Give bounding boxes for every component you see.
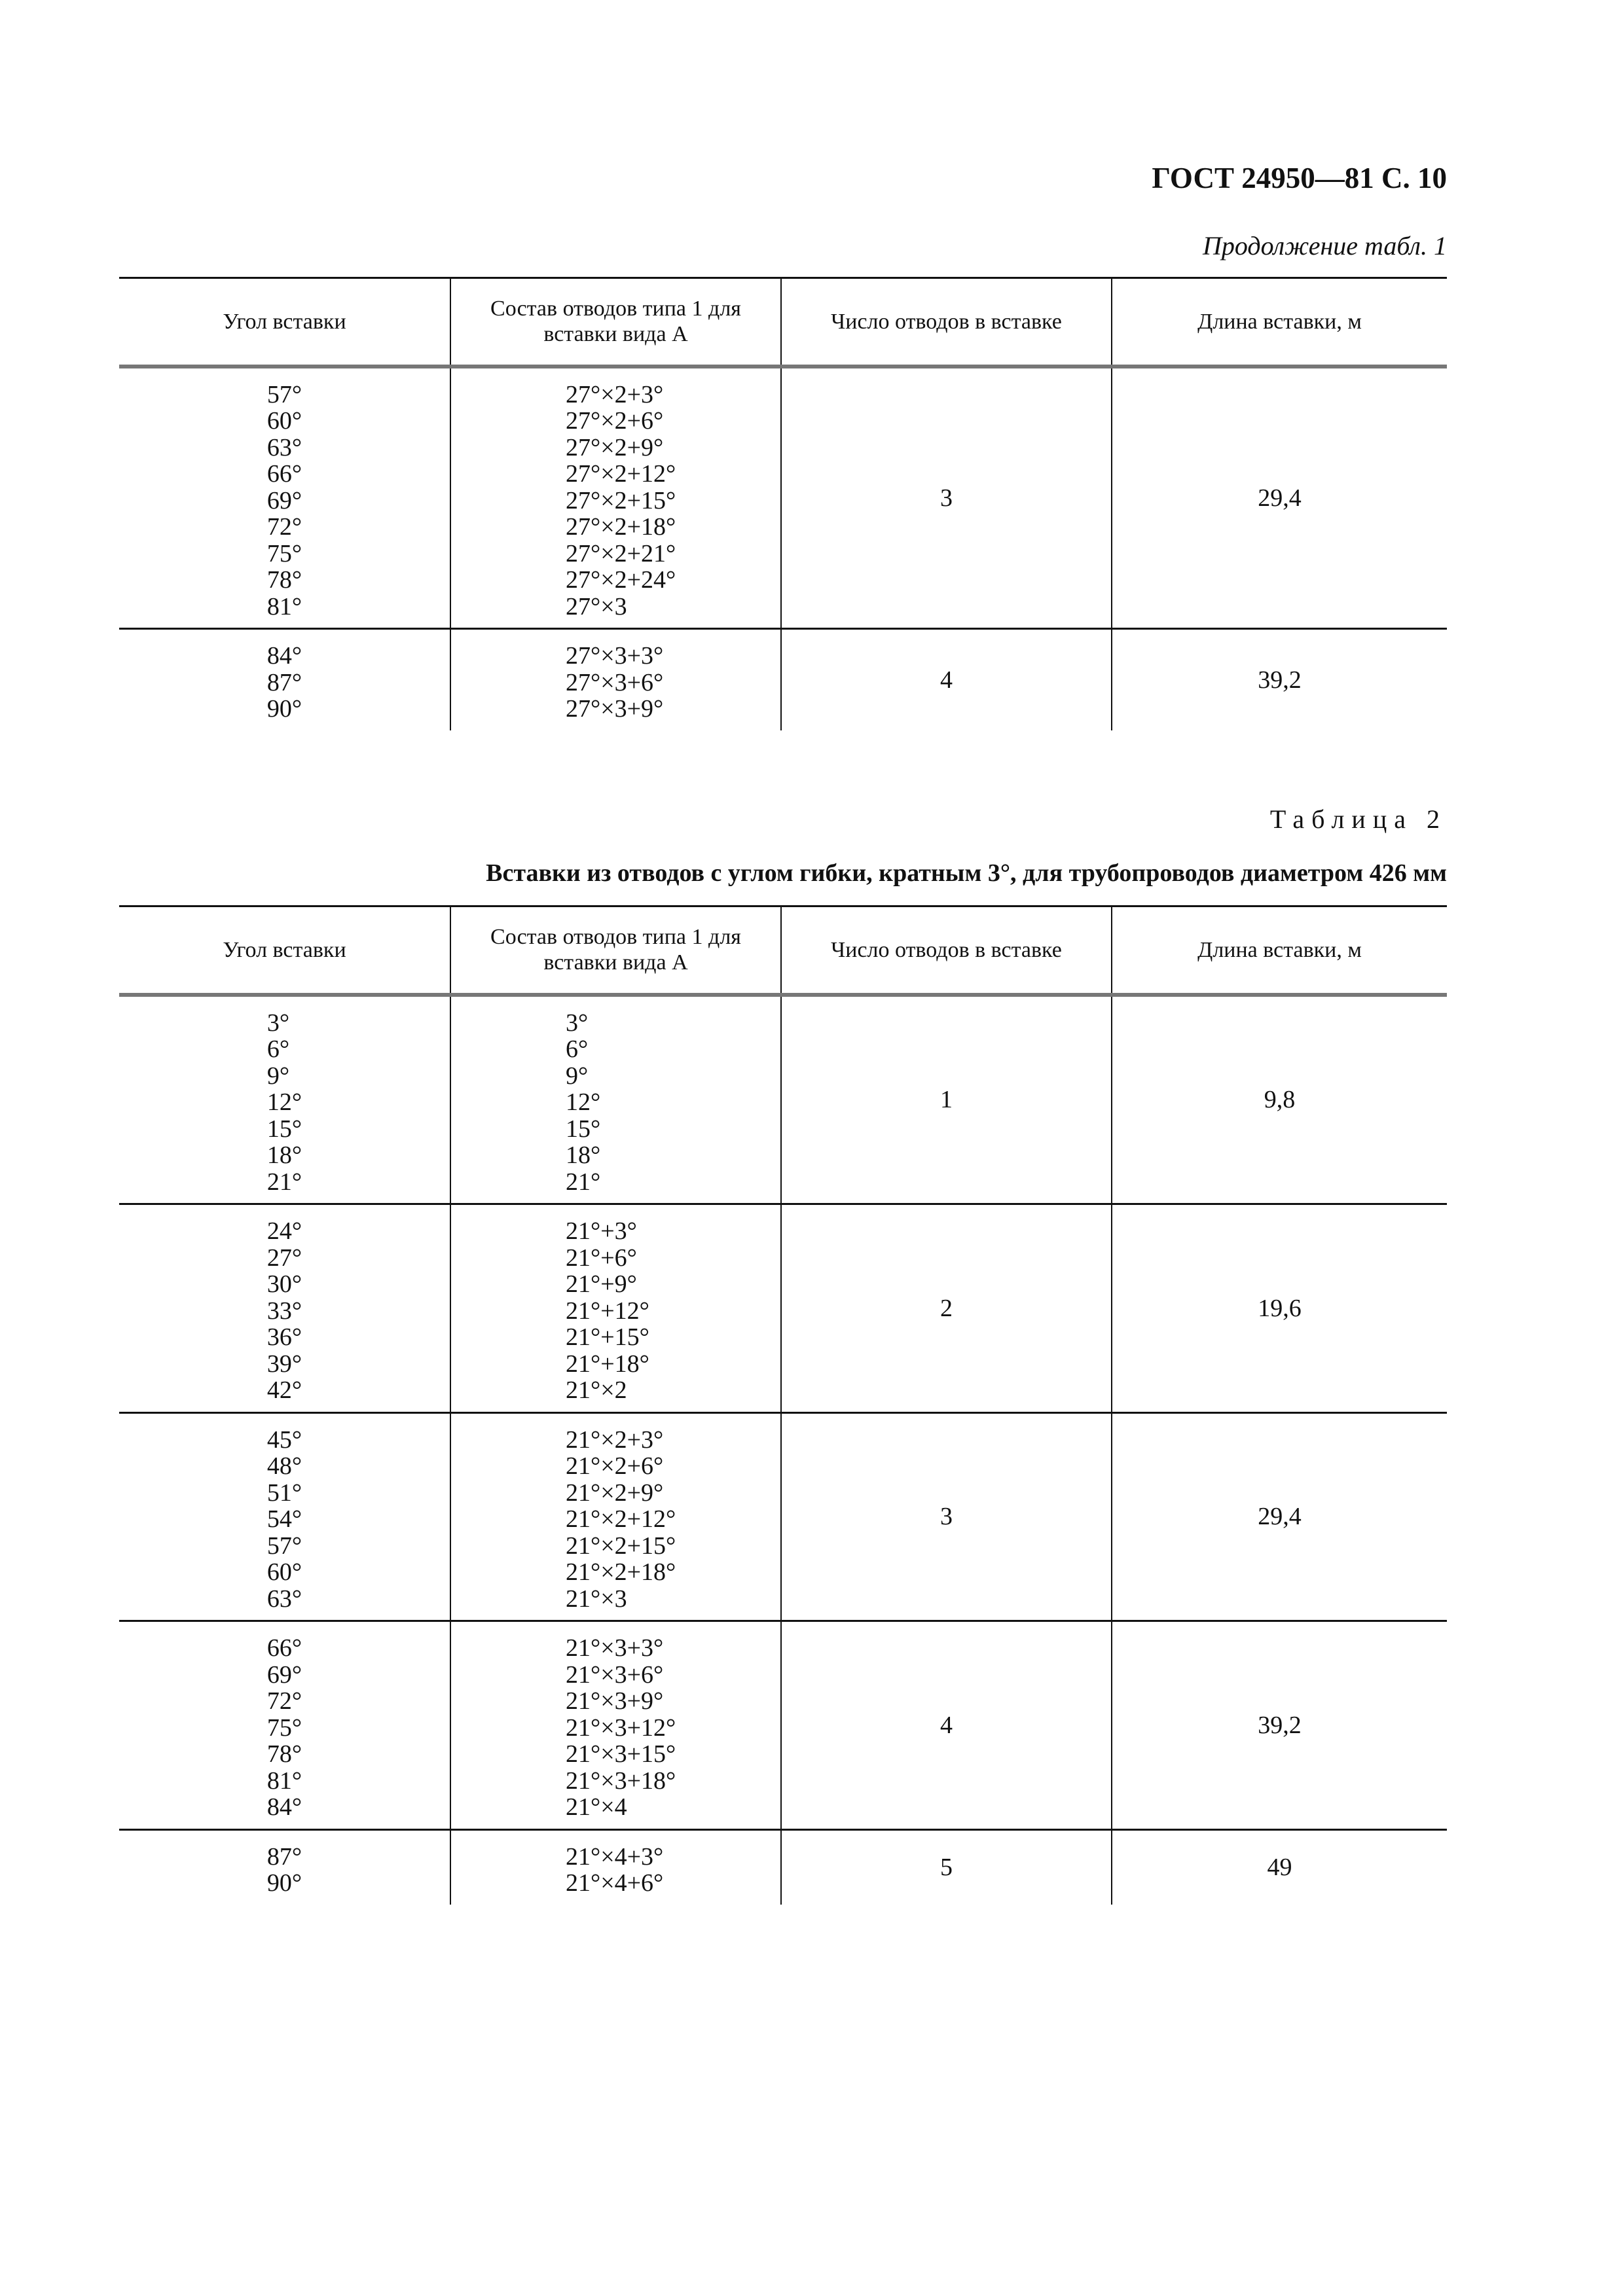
angle-cell-value: 3° <box>266 1009 290 1037</box>
composition-cell-value: 21°+12° <box>566 1297 649 1325</box>
composition-cell <box>450 1621 781 1830</box>
table-row <box>119 995 1447 1204</box>
angle-cell <box>119 367 450 629</box>
table-row <box>119 367 1447 629</box>
angle-cell-value: 66° <box>266 460 302 488</box>
table-row <box>119 629 1447 730</box>
angle-cell-value: 33° <box>266 1297 302 1325</box>
angle-cell-value: 36° <box>266 1323 302 1351</box>
composition-cell-value: 21°×2+12° <box>566 1505 676 1533</box>
angle-cell-value: 51° <box>266 1479 302 1507</box>
composition-cell-value: 27°×2+12° <box>566 460 676 488</box>
composition-cell-value: 21°×3+18° <box>566 1767 676 1795</box>
angle-cell-value: 18° <box>266 1141 302 1169</box>
length-cell: 29,4 <box>1112 1412 1447 1621</box>
angle-cell-value: 75° <box>266 1713 302 1742</box>
table-caption: Вставки из отводов с углом гибки, кратным 3°, для трубопроводов диаметром 426 мм <box>486 859 1447 887</box>
composition-cell-value: 21°+18° <box>566 1350 649 1378</box>
angle-cell <box>119 1829 450 1905</box>
angle-cell-value: 39° <box>266 1350 302 1378</box>
composition-cell-value: 21°×2+15° <box>566 1532 676 1560</box>
column-header-length: Длина вставки, м <box>1112 906 1447 995</box>
length-cell: 19,6 <box>1112 1204 1447 1413</box>
angle-cell-value: 21° <box>266 1168 302 1196</box>
composition-cell-value: 21°×2+3° <box>566 1426 664 1454</box>
composition-cell-value: 9° <box>566 1062 589 1090</box>
angle-cell-value: 63° <box>266 1585 302 1613</box>
composition-cell-value: 18° <box>566 1141 601 1169</box>
composition-cell-value: 12° <box>566 1088 601 1116</box>
angle-cell-value: 78° <box>266 1740 302 1768</box>
length-cell: 39,2 <box>1112 1621 1447 1830</box>
composition-cell-value: 27°×2+3° <box>566 380 664 408</box>
angle-cell-value: 87° <box>266 1842 302 1871</box>
angle-cell-value: 27° <box>266 1244 302 1272</box>
angle-cell-value: 30° <box>266 1270 302 1298</box>
column-header-angle: Угол вставки <box>119 906 450 995</box>
column-header-composition: Состав отводов типа 1 для вставки вида А <box>450 278 781 367</box>
angle-cell <box>119 1621 450 1830</box>
composition-cell-value: 21° <box>566 1168 601 1196</box>
table-continuation-note: Продолжение табл. 1 <box>1202 231 1447 260</box>
column-header-count: Число отводов в вставке <box>781 278 1112 367</box>
composition-cell <box>450 629 781 730</box>
composition-cell-value: 21°×2+18° <box>566 1558 676 1586</box>
composition-cell-value: 21°×4 <box>566 1793 627 1821</box>
angle-cell-value: 57° <box>266 380 302 408</box>
angle-cell-value: 81° <box>266 592 302 620</box>
count-cell: 3 <box>781 1412 1112 1621</box>
angle-cell-value: 42° <box>266 1376 302 1404</box>
composition-cell-value: 21°+9° <box>566 1270 637 1298</box>
angle-cell <box>119 995 450 1204</box>
composition-cell-value: 15° <box>566 1115 601 1143</box>
angle-cell-value: 57° <box>266 1532 302 1560</box>
composition-cell <box>450 1204 781 1413</box>
angle-cell <box>119 1412 450 1621</box>
composition-cell-value: 21°×3+15° <box>566 1740 676 1768</box>
angle-cell-value: 12° <box>266 1088 302 1116</box>
column-header-composition: Состав отводов типа 1 для вставки вида А <box>450 906 781 995</box>
angle-cell-value: 6° <box>266 1035 290 1063</box>
composition-cell <box>450 367 781 629</box>
composition-cell-value: 21°×3 <box>566 1585 627 1613</box>
table-label: Таблица 2 <box>1269 804 1447 834</box>
composition-cell-value: 27°×3+9° <box>566 695 664 723</box>
angle-cell-value: 48° <box>266 1452 302 1480</box>
angle-cell <box>119 629 450 730</box>
angle-cell-value: 54° <box>266 1505 302 1533</box>
composition-cell-value: 27°×2+24° <box>566 566 676 594</box>
length-cell: 9,8 <box>1112 995 1447 1204</box>
composition-cell <box>450 1412 781 1621</box>
table-header-row <box>119 906 1447 995</box>
angle-cell-value: 87° <box>266 668 302 696</box>
angle-cell-value: 69° <box>266 486 302 514</box>
count-cell: 3 <box>781 367 1112 629</box>
composition-cell-value: 27°×2+18° <box>566 513 676 541</box>
angle-cell-value: 66° <box>266 1634 302 1662</box>
angle-cell-value: 84° <box>266 642 302 670</box>
angle-cell-value: 9° <box>266 1062 290 1090</box>
composition-cell-value: 21°+15° <box>566 1323 649 1351</box>
count-cell: 4 <box>781 1621 1112 1830</box>
angle-cell-value: 72° <box>266 513 302 541</box>
column-header-length: Длина вставки, м <box>1112 278 1447 367</box>
column-header-angle: Угол вставки <box>119 278 450 367</box>
table-row <box>119 1829 1447 1905</box>
length-cell: 29,4 <box>1112 367 1447 629</box>
angle-cell-value: 72° <box>266 1687 302 1715</box>
angle-cell-value: 15° <box>266 1115 302 1143</box>
table-row <box>119 1412 1447 1621</box>
composition-cell-value: 21°×3+3° <box>566 1634 664 1662</box>
angle-cell-value: 78° <box>266 566 302 594</box>
composition-cell-value: 21°×4+6° <box>566 1869 664 1897</box>
composition-cell-value: 27°×2+21° <box>566 539 676 567</box>
angle-cell-value: 63° <box>266 433 302 461</box>
table-header-row <box>119 278 1447 367</box>
angle-cell-value: 75° <box>266 539 302 567</box>
composition-cell <box>450 1829 781 1905</box>
angle-cell-value: 60° <box>266 407 302 435</box>
composition-cell-value: 27°×2+15° <box>566 486 676 514</box>
composition-cell-value: 21°+6° <box>566 1244 637 1272</box>
angle-cell <box>119 1204 450 1413</box>
angle-cell-value: 90° <box>266 695 302 723</box>
count-cell: 5 <box>781 1829 1112 1905</box>
angle-cell-value: 90° <box>266 1869 302 1897</box>
composition-cell-value: 21°×3+12° <box>566 1713 676 1742</box>
composition-cell-value: 27°×2+6° <box>566 407 664 435</box>
angle-cell-value: 81° <box>266 1767 302 1795</box>
composition-cell-value: 27°×2+9° <box>566 433 664 461</box>
table-1-continuation <box>119 277 1447 730</box>
composition-cell-value: 27°×3 <box>566 592 627 620</box>
page-header: ГОСТ 24950—81 С. 10 <box>1152 162 1447 194</box>
count-cell: 2 <box>781 1204 1112 1413</box>
composition-cell-value: 6° <box>566 1035 589 1063</box>
table-row <box>119 1204 1447 1413</box>
angle-cell-value: 84° <box>266 1793 302 1821</box>
composition-cell-value: 21°×2+9° <box>566 1479 664 1507</box>
length-cell: 39,2 <box>1112 629 1447 730</box>
composition-cell-value: 27°×3+3° <box>566 642 664 670</box>
composition-cell-value: 21°+3° <box>566 1217 637 1245</box>
column-header-count: Число отводов в вставке <box>781 906 1112 995</box>
composition-cell-value: 21°×2+6° <box>566 1452 664 1480</box>
composition-cell-value: 3° <box>566 1009 589 1037</box>
count-cell: 1 <box>781 995 1112 1204</box>
angle-cell-value: 24° <box>266 1217 302 1245</box>
angle-cell-value: 60° <box>266 1558 302 1586</box>
count-cell: 4 <box>781 629 1112 730</box>
table-row <box>119 1621 1447 1830</box>
angle-cell-value: 69° <box>266 1660 302 1689</box>
composition-cell-value: 21°×4+3° <box>566 1842 664 1871</box>
composition-cell-value: 27°×3+6° <box>566 668 664 696</box>
length-cell: 49 <box>1112 1829 1447 1905</box>
composition-cell-value: 21°×2 <box>566 1376 627 1404</box>
composition-cell-value: 21°×3+6° <box>566 1660 664 1689</box>
composition-cell <box>450 995 781 1204</box>
table-2 <box>119 905 1447 1905</box>
angle-cell-value: 45° <box>266 1426 302 1454</box>
composition-cell-value: 21°×3+9° <box>566 1687 664 1715</box>
